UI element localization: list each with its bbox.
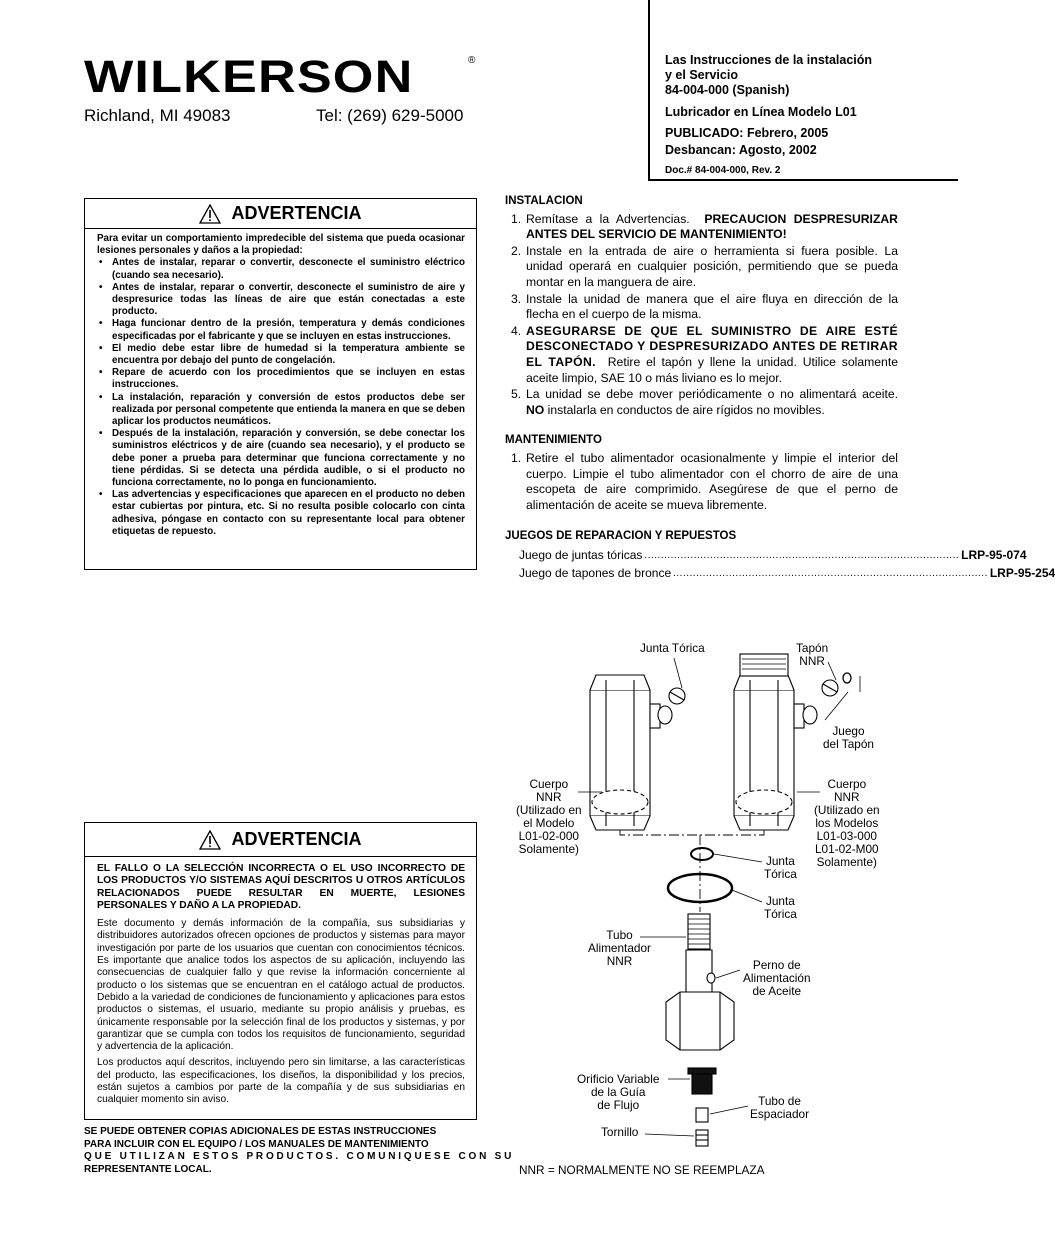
label-line: Tapón	[796, 641, 829, 655]
telephone: Tel: (269) 629-5000	[316, 106, 464, 125]
label-tubo-alimentador	[588, 929, 651, 968]
label-line: Espaciador	[750, 1107, 810, 1121]
label-line: Junta	[765, 894, 795, 908]
warning-title: ADVERTENCIA	[231, 203, 362, 223]
label-line: Solamente)	[816, 855, 877, 869]
step-text-bold: ASEGURARSE DE QUE EL SUMINISTRO DE AIRE ESTÉ DESCONECTADO Y DESPRESURIZADO ANTES DE RETIRAR EL TAPÓN.	[526, 323, 898, 369]
step-text-bold: NO	[526, 402, 545, 417]
maintenance-steps	[505, 451, 898, 513]
label-juego-tapon	[823, 725, 874, 751]
label-line: de Flujo	[597, 1098, 640, 1112]
copies-note-line: REPRESENTANTE LOCAL.	[84, 1163, 212, 1175]
label-junta-torica-1	[764, 855, 797, 881]
label-espaciador	[750, 1095, 809, 1121]
warning-paragraph: Este documento y demás información de la compañía, sus subsidiarias y distribuidores autorizados ofrecen opciones de productos y sistemas para mayor investigación por parte de los usuarios que cuentan con conocimientos técnicos. Es importante que analice todos los aspectos de su aplicación, incluyendo las consecuencias de cualquier fallo y que revise la información concerniente al producto o los sistemas que se encuentran en el catálogo actual de productos. Debido a la variedad de condiciones de funcionamiento y aplicaciones para estos productos o sistemas, el usuario, mediante su propio análisis y pruebas, es únicamente responsable por la selección final de los productos y sistemas, y por garantizar que se cumpla con todos los requisitos de funcionamiento, seguridad y advertencia de la aplicación.	[97, 918, 465, 1053]
step-item: 1. Retire el tubo alimentador ocasionalmente y limpie el interior del cuerpo. Limpie el tubo alimentador con el chorro de aire de una escopeta de aire comprimido. Asegúrese de que el perno de alimentación de aceite se mueva libremente.	[511, 450, 898, 512]
step-item: 3. Instale la unidad de manera que el aire fluya en dirección de la flecha en el cuerpo de la misma.	[511, 291, 898, 322]
label-line: de la Guía	[590, 1085, 646, 1099]
label-line: L01-03-000	[816, 829, 877, 843]
warning-header	[85, 199, 476, 229]
doc-published: PUBLICADO: Febrero, 2005	[665, 126, 829, 140]
step-text: Instale la unidad de manera que el aire fluya en dirección de la flecha en el cuerpo de la misma.	[526, 291, 898, 322]
step-text: Retire el tubo alimentador ocasionalmente y limpie el interior del cuerpo. Limpie el tubo alimentador con el chorro de aire de una escopeta de aire comprimido. Asegúrese de que el perno de alimentación de aceite se mueva libremente.	[526, 450, 898, 512]
label-line: el Modelo	[523, 816, 575, 830]
label-line: los Modelos	[815, 816, 879, 830]
section-title-mantenimiento: MANTENIMIENTO	[505, 434, 602, 447]
part-label: Juego de tapones de bronce	[519, 566, 672, 581]
label-line: L01-02-M00	[814, 842, 879, 856]
address: Richland, MI 49083	[84, 106, 231, 125]
warning-title: ADVERTENCIA	[231, 829, 362, 849]
section-title-instalacion: INSTALACION	[505, 195, 583, 207]
step-text: Retire el tapón y llene la unidad. Utilice solamente aceite limpio, SAE 10 o más liviano es lo mejor.	[526, 354, 899, 385]
warning-header	[85, 823, 476, 857]
warning-item: • La instalación, reparación y conversión de estos productos debe ser realizada por personal competente que entienda la manera en que se deben aplicar los productos neumáticos.	[97, 392, 465, 429]
label-line: Tórica	[764, 867, 797, 881]
label-cuerpo-left	[516, 778, 582, 856]
doc-model: Lubricador en Línea Modelo L01	[665, 105, 857, 119]
label-line: L01-02-000	[518, 829, 579, 843]
label-line: Cuerpo	[827, 777, 867, 791]
label-line: Alimentación	[743, 971, 811, 985]
label-line: Tubo de	[758, 1094, 801, 1108]
warning-intro: Para evitar un comportamiento impredecible del sistema que pueda ocasionar lesiones personales y daños a la propiedad:	[97, 233, 465, 257]
step-text-bold: PRECAUCION DESPRESURIZAR ANTES DEL SERVICIO DE MANTENIMIENTO!	[526, 211, 898, 242]
diagram-drawing	[500, 630, 900, 1180]
step-text: Remítase a la Advertencias.	[526, 211, 690, 226]
label-line: Cuerpo	[529, 777, 569, 791]
parts-list	[505, 547, 1055, 583]
part-number: LRP-95-074	[961, 548, 1027, 563]
warning-item: • El medio debe estar libre de humedad si la temperatura ambiente se encuentra por debajo del punto de congelación.	[97, 343, 465, 367]
warning-caps-text: EL FALLO O LA SELECCIÓN INCORRECTA O EL USO INCORRECTO DE LOS PRODUCTOS Y/O SISTEMAS AQUÍ DESCRITOS U OTROS ARTÍCULOS RELACIONADOS PUEDE RESULTAR EN MUERTE, LESIONES PERSONALES Y DAÑO A LA PROPIEDAD.	[97, 863, 465, 911]
doc-revision: Doc.# 84-004-000, Rev. 2	[665, 165, 781, 176]
label-perno	[743, 959, 811, 998]
label-line: Alimentador	[588, 941, 651, 955]
label-line: Orificio Variable	[577, 1072, 660, 1086]
step-text: Instale en la entrada de aire o herramienta si fuera posible. La unidad operará en cualquier posición, permitiendo que se pueda montar en la manguera de aire.	[526, 243, 898, 289]
part-row: Juego de juntas tóricas ................................................................................................ LRP-95-074	[519, 548, 1027, 563]
section-title-juegos: JUEGOS DE REPARACION Y REPUESTOS	[505, 530, 737, 543]
registered-mark: ®	[468, 55, 476, 66]
label-line: NNR	[834, 790, 860, 804]
step-item: 1. Remítase a la Advertencias. PRECAUCION DESPRESURIZAR ANTES DEL SERVICIO DE MANTENIMIENTO!	[511, 211, 898, 242]
warning-item: • Antes de instalar, reparar o convertir, desconecte el suministro eléctrico (cuando sea necesario).	[97, 257, 465, 281]
warning-item: • Las advertencias y especificaciones que aparecen en el producto no deben estar cubiertas por pintura, etc. Si no resulta posible colocarlo con cinta adhesiva, póngase en contacto con su representante local para obtener etiquetas de repuesto.	[97, 489, 465, 538]
label-line: Tubo	[606, 928, 633, 942]
label-line: Solamente)	[518, 842, 579, 856]
label-line: NNR	[606, 954, 633, 968]
label-line: NNR	[536, 790, 562, 804]
copies-note-line: SE PUEDE OBTENER COPIAS ADICIONALES DE ESTAS INSTRUCCIONES	[84, 1126, 437, 1137]
copies-note	[84, 1126, 515, 1176]
logo-text: WILKERSON	[84, 51, 414, 102]
label-line: (Utilizado en	[814, 803, 880, 817]
instructions-column	[505, 194, 1055, 583]
label-line: de Aceite	[752, 984, 802, 998]
wilkerson-logo	[84, 52, 478, 102]
step-text: La unidad se debe mover periódicamente o no alimentará aceite.	[526, 387, 898, 402]
label-tornillo: Tornillo	[601, 1125, 639, 1139]
label-line: (Utilizado en	[516, 803, 582, 817]
warning-item: • Repare de acuerdo con los procedimientos que se incluyen en estas instrucciones.	[97, 367, 465, 391]
copies-note-line: PARA INCLUIR CON EL EQUIPO / LOS MANUALES DE MANTENIMIENTO	[84, 1138, 429, 1150]
doc-title-line1: Las Instrucciones de la instalación	[665, 53, 873, 67]
step-item: 2. Instale en la entrada de aire o herramienta si fuera posible. La unidad operará en cualquier posición, permitiendo que se pueda montar en la manguera de aire.	[511, 243, 898, 289]
label-cuerpo-right	[814, 778, 880, 869]
warning-triangle-icon	[199, 830, 221, 850]
step-item: 4. ASEGURARSE DE QUE EL SUMINISTRO DE AIRE ESTÉ DESCONECTADO Y DESPRESURIZADO ANTES DE RETIRAR EL TAPÓN. Retire el tapón y llene la unidad. Utilice solamente aceite limpio, SAE 10 o más liviano es lo mejor.	[511, 323, 899, 385]
warning-list	[97, 257, 465, 538]
document-info-box	[648, 0, 958, 181]
label-line: Junta	[765, 854, 795, 868]
doc-supersedes: Desbancan: Agosto, 2002	[665, 143, 817, 157]
warning-body	[85, 863, 476, 1107]
installation-steps	[505, 212, 898, 419]
nnr-note: NNR = NORMALMENTE NO SE REEMPLAZA	[519, 1163, 765, 1177]
label-tapon	[796, 642, 828, 668]
label-line: Perno de	[752, 958, 801, 972]
label-orificio	[577, 1073, 659, 1112]
part-label: Juego de juntas tóricas	[519, 548, 643, 563]
label-junta-torica-2	[764, 895, 797, 921]
warning-triangle-icon	[199, 204, 221, 224]
warning-body	[85, 229, 476, 538]
label-junta-torica: Junta Tórica	[640, 641, 705, 655]
label-line: Tórica	[764, 907, 797, 921]
warning-item: • Antes de instalar, reparar o convertir, desconecte el suministro de aire y despresurice todas las líneas de aire que están conectadas a este producto.	[97, 282, 465, 319]
warning-box-2	[84, 822, 477, 1120]
part-row: Juego de tapones de bronce ................................................................................................ LRP-95-254	[519, 566, 1055, 581]
doc-title-line2: y el Servicio	[665, 68, 738, 82]
copies-note-line: QUE UTILIZAN ESTOS PRODUCTOS. COMUNIQUESE CON SU	[84, 1151, 515, 1162]
doc-number: 84-004-000 (Spanish)	[665, 83, 790, 97]
label-line: Juego	[832, 724, 865, 738]
warning-item: • Después de la instalación, reparación y conversión, se debe conectar los suministros eléctricos y de aire (cuando sea necesario), y el producto se debe poner a prueba para determinar que funciona correctamente y no tiene pérdidas. Si se detecta una pérdida audible, o si el producto no funciona correctamente, no lo ponga en funcionamiento.	[97, 428, 465, 489]
warning-item: • Haga funcionar dentro de la presión, temperatura y demás condiciones especificadas por el fabricante y que se incluyen en estas instrucciones.	[97, 318, 465, 342]
part-number: LRP-95-254	[989, 566, 1055, 581]
exploded-parts-diagram	[500, 630, 900, 1180]
warning-box-1	[84, 198, 477, 570]
warning-paragraph: Los productos aquí descritos, incluyendo pero sin limitarse, a las características del producto, las especificaciones, los diseños, la disponibilidad y los precios, están sujetos a cambios por parte de la compañía y de sus subsidiarias en cualquier momento sin aviso.	[97, 1057, 465, 1106]
step-item: 5. La unidad se debe mover periódicamente o no alimentará aceite. NO instalarla en conductos de aire rígidos no movibles.	[511, 387, 898, 417]
step-text: instalarla en conductos de aire rígidos no movibles.	[547, 402, 825, 417]
label-line: NNR	[799, 654, 825, 668]
label-line: del Tapón	[823, 737, 874, 751]
